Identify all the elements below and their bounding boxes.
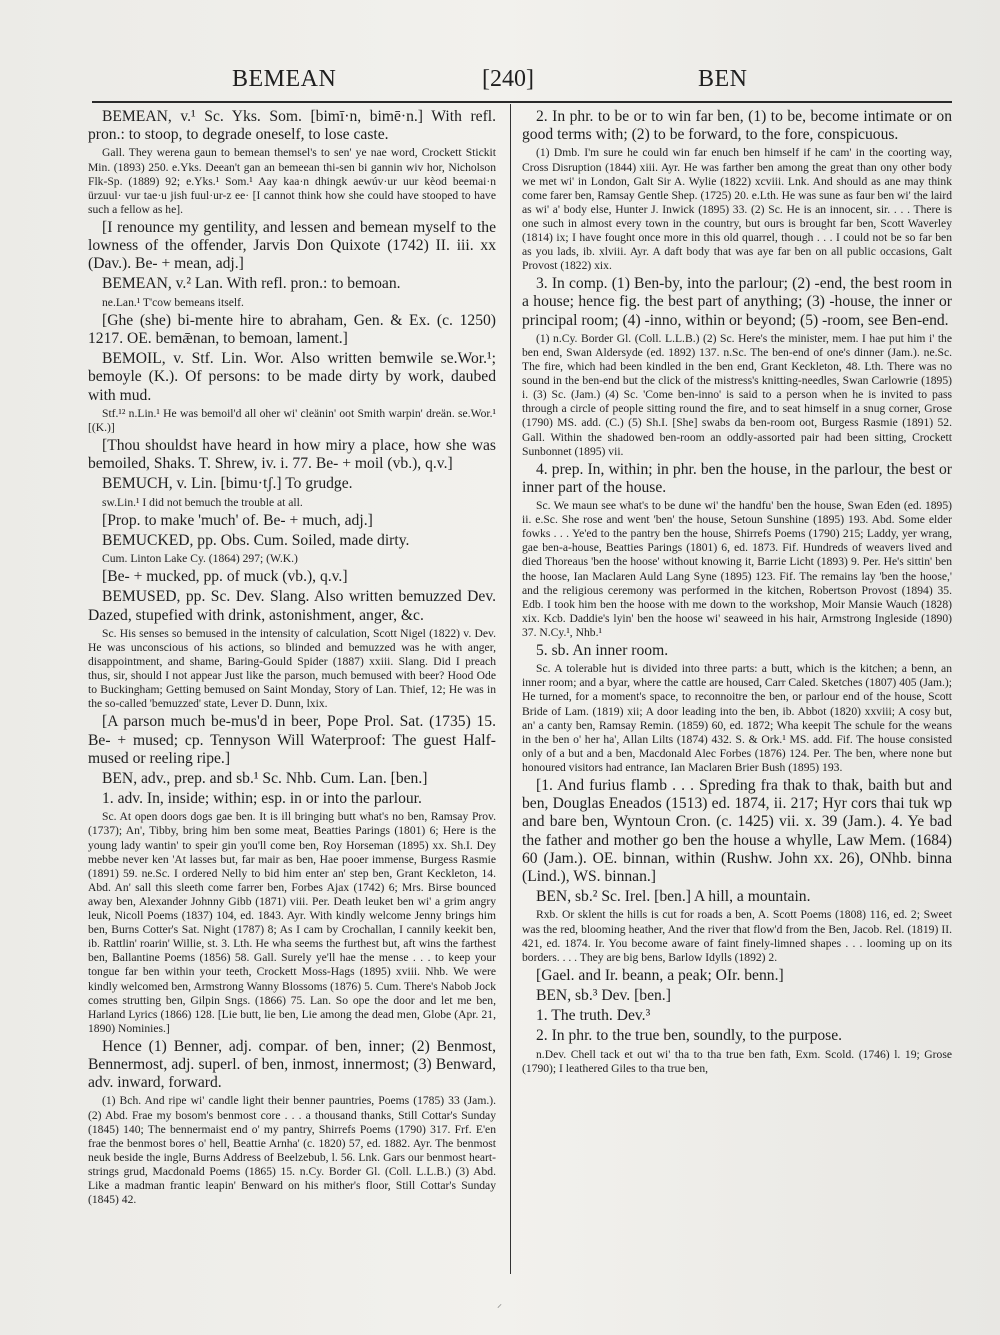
- quotation-block: (1) Bch. And ripe wi' candle light their benner pauntries, Poems (1785) 33 (Jam.). (2) Abd. Frae my bosom's benmost core . . . a thousand thanks, Still Cottar's Sunday (1845) 140; The bennermaist end o' my pantry, Shirrefs Poems (1790) 317. Frf. E'en frae the benmost bores o' hell, Beattie Arnha' (c. 1820) 57, ed. 1882. Ayr. The benmost neuk beside the ingle, Burns Address of Beelzebub, l. 56. Lnk. Gars our benmost heart-strings grud, Macdonald Poems (1865) 15. n.Cy. Border Gl. (Coll. L.L.B.) (3) Abd. Like a madman frantic leapin' Benward on his mither's floor, Still Cottar's Sunday (1845) 42.: [88, 1094, 496, 1207]
- quotation-block: Sc. His senses so bemused in the intensity of calculation, Scott Nigel (1822) v. Dev. He was unconscious of his actions, so blinded and bemuzzed was he with anger, disappointment, and shame, Baring-Gould Spider (1887) xxiii. Slang. Did I preach thus, sir, should I not appear Just like the parson, much bemused with beer? Hood Ode to Buckingham; Getting bemused on Saint Monday, Story of Lan. Thief, 12; He was in the so-called 'bemuzzed' state, Lever D. Dunn, lxix.: [88, 626, 496, 711]
- quotation-block: Cum. Linton Lake Cy. (1864) 297; (W.K.): [102, 552, 298, 566]
- dictionary-entry: BEMEAN, v.² Lan. With refl. pron.: to bemoan.: [102, 275, 401, 293]
- quotation-block: Gall. They werena gaun to bemean themsel's to sen' ye nae word, Crockett Stickit Min. (1893) 250. e.Yks. Deean't gan an bemeean thi-sen bi gannin wiv hor, Nicholson Flk-Sp. (1889) 92; e.Yks.¹ Som.¹ Aay kaa·n dhingk aewúv·ur uur kèod beemai·n ürzuul· vur tae·u jish fuul·ur-z ee· [I cannot think how she could have stooped to have such a fellow as he].: [88, 146, 496, 216]
- quotation-block: ne.Lan.¹ T'cow bemeans itself.: [102, 295, 244, 309]
- sense-paragraph: 1. The truth. Dev.³: [536, 1007, 651, 1025]
- header-right-headword: BEN: [698, 66, 748, 92]
- sense-paragraph: 5. sb. An inner room.: [536, 642, 669, 660]
- quotation-block: Stf.¹² n.Lin.¹ He was bemoil'd all oher wi' cleänin' oot Smith warpin' dreän. se.Wor.¹ [(K.)]: [88, 406, 496, 434]
- signature-mark: ⸝: [497, 1299, 502, 1310]
- running-header: [0, 66, 1000, 96]
- etymology-note: [I renounce my gentility, and lessen and bemean myself to the lowness of the offender, Jarvis Don Quixote (1742) II. iii. xx (Dav.). Be- + mean, adj.]: [88, 218, 496, 273]
- quotation-block: (1) Dmb. I'm sure he could win far enuch ben himself if he cam' in the coorting way, Cross Disruption (1844) xiii. Ayr. He was farther ben among the great than ony other body we met wi' in London, Galt Sir A. Wylie (1822) xcviii. Lnk. And should as ane may think come farer ben, Ramsay Gentle Shep. (1725) 20. e.Lth. He was sune as faur ben wi' the laird as wi' a' body else, Hunter J. Inwick (1895) 33. (2) Sc. He is an innocent, sir. . . . There is one such in almost every town in the country, but ours is brought far ben, Scott Waverley (1814) ix; I have fought once more in this old quarrel, though . . . I could not be so far ben as you lads, ib. xlviii. Ayr. A daft body that was aye far ben on all public occasions, Galt Provost (1822) xix.: [522, 146, 952, 273]
- dictionary-entry: BEMOIL, v. Stf. Lin. Wor. Also written bemwile se.Wor.¹; bemoyle (K.). Of persons: to be made dirty by work, daubed with mud.: [88, 350, 496, 404]
- dictionary-entry: BEN, sb.² Sc. Irel. [ben.] A hill, a mountain.: [536, 888, 811, 906]
- quotation-block: (1) n.Cy. Border Gl. (Coll. L.L.B.) (2) Sc. Here's the minister, mem. I hae put him i' the ben end, Swan Aldersyde (ed. 1892) 137. n.Sc. The ben-end of one's dinner (Jam.). ne.Sc. The fire, which had been kindled in the ben end, Grant Keckleton, 48. Lth. There was no sound in the ben-end but the click of the mistress's knitting-needles, Swan Carlowrie (1895) i. (3) Sc. (Jam.) (4) Sc. 'Come ben-inno' is said to a person when he is invited to pass through a circle of people sitting round the fire, and to seat himself in a snug corner, Grose (1790) MS. add. (C.) (5) Sh.I. [She] swabs da ben-room oot, Burgess Rasmie (1891) 52. Gall. Within the shadowed ben-room an oddly-assorted pair had been sitting, Crockett Sunbonnet (1895) vii.: [522, 331, 952, 458]
- etymology-note: [Gael. and Ir. beann, a peak; OIr. benn.]: [536, 966, 784, 984]
- dictionary-entry: BEMEAN, v.¹ Sc. Yks. Som. [bimī·n, bimē·n.] With refl. pron.: to stoop, to degrade oneself, to lose caste.: [88, 108, 496, 144]
- dictionary-entry: BEN, sb.³ Dev. [ben.]: [536, 987, 671, 1004]
- sense-paragraph: 4. prep. In, within; in phr. ben the house, in the parlour, the best or inner part of the house.: [522, 460, 952, 496]
- column-divider: [510, 104, 511, 1274]
- etymology-note: [Prop. to make 'much' of. Be- + much, adj.]: [102, 511, 373, 529]
- header-rule: [92, 101, 952, 103]
- header-left-headword: BEMEAN: [232, 66, 337, 92]
- quotation-block: n.Dev. Chell tack et out wi' tha to tha true ben fath, Exm. Scold. (1746) l. 19; Grose (1790); I leathered Giles to tha true ben,: [522, 1047, 952, 1075]
- right-column: [522, 108, 952, 1268]
- dictionary-entry: BEN, adv., prep. and sb.¹ Sc. Nhb. Cum. Lan. [ben.]: [102, 769, 428, 787]
- quotation-block: Rxb. Or sklent the hills is cut for roads a ben, A. Scott Poems (1808) 116, ed. 2; Sweet was the red, blooming heather, And the river that flow'd from the Ben, Jacob. Rel. (1819) II. 421, ed. 1874. Ir. You become aware of faint finely-limned shapes . . . looming up on its borders. . . . They are big bens, Barlow Idylls (1892) 2.: [522, 908, 952, 964]
- sense-paragraph: Hence (1) Benner, adj. compar. of ben, inner; (2) Benmost, Bennermost, adj. superl. of ben, inmost, innermost; (3) Benward, adv. inward, forward.: [88, 1037, 496, 1092]
- dictionary-entry: BEMUSED, pp. Sc. Dev. Slang. Also written bemuzzed Dev. Dazed, stupefied with drink, astonishment, anger, &c.: [88, 588, 496, 624]
- dictionary-entry: BEMUCH, v. Lin. [bimu·tʃ.] To grudge.: [102, 475, 353, 493]
- etymology-note: [1. And furius flamb . . . Spreding fra thak to thak, baith but and ben, Douglas Eneados (1513) ed. 1874, ii. 217; Hyr cors thai tuk wp and bare ben, Wyntoun Cron. (c. 1425) vii. x. 39 (Jam.). 4. Ye bad the father and mother go ben the house a whylle, Law Mem. (1684) 60 (Jam.). OE. binnan, within (Rushw. John xx. 26), ONhb. binna (Lind.), WS. binnan.]: [522, 777, 952, 886]
- etymology-note: [Ghe (she) bi-mente hire to abraham, Gen. & Ex. (c. 1250) 1217. OE. bemǣnan, to bemoan, lament.]: [88, 311, 496, 347]
- quotation-block: Sc. We maun see what's to be dune wi' the handfu' ben the house, Swan Eden (ed. 1895) ii. e.Sc. She rose and went 'ben' the house, Setoun Sunshine (1895) 193. Abd. Some elder fowks . . . Ye'ed to the pantry ben the house, Shirrefs Poems (1790) 215; Laddy, yer wrang, gae ben-a-house, Beatties Parings (1801) 6, ed. 1873. Fif. Hundreds of weavers lived and died Thoreaus 'ben the hoose' without knowing it, Barrie Licht (1893) 9. Per. He's sittin' ben the hoose, Ian Maclaren Auld Lang Syne (1895) 123. Fif. The remains lay 'ben the hoose,' and the religious ceremony was performed in the kitchen, Robertson Provost (1894) 35. Edb. I took him ben the hoose with me down to the workshop, Moir Mansie Wauch (1828) xix. Kcb. Daddie's lyin' ben the hoose wi' seaweed in his hair, Armstrong Ingleside (1890) 37. N.Cy.¹, Nhb.¹: [522, 499, 952, 639]
- etymology-note: [Be- + mucked, pp. of muck (vb.), q.v.]: [102, 568, 348, 586]
- etymology-note: [A parson much be-mus'd in beer, Pope Prol. Sat. (1735) 15. Be- + mused; cp. Tennyson Will Waterproof: The guest Half-mused or reeling ripe.]: [88, 713, 496, 767]
- quotation-block: sw.Lin.¹ I did not bemuch the trouble at all.: [102, 495, 303, 509]
- etymology-note: [Thou shouldst have heard in how miry a place, how she was bemoiled, Shaks. T. Shrew, iv. i. 77. Be- + moil (vb.), q.v.]: [88, 436, 496, 473]
- sense-paragraph: 2. In phr. to be or to win far ben, (1) to be, become intimate or on good terms with; (2) to be forward, to the fore, conspicuous.: [522, 108, 952, 144]
- quotation-block: Sc. At open doors dogs gae ben. It is ill bringing butt what's no ben, Ramsay Prov. (1737); An', Tibby, bring him ben some meat, Beatties Parings (1801) 6; Here is the young lady wantin' to speir gin you'll come ben, Roy Horseman (1895) xx. Sh.I. Dey mebbe never ken 'At lasses but, far mair as ben, Hae pooer immense, Burgess Rasmie (1891) 59. ne.Sc. I ordered Nelly to bid him enter an' step ben, Grant Keckleton, 14. Abd. An' sall this sleeth come farrer ben, Forbes Ajax (1742) 6; Mrs. Birse bounced away ben, Alexander Johnny Gibb (1871) viii. Per. Death leuket ben wi' a grim angry leuk, Nicoll Poems (1837) 104, ed. 1843. Ayr. With kindly welcome Jenny brings him ben, Burns Cotter's Sat. Night (1787) 8; As I cam by Crochallan, I cannily keekit ben, ib. Rattlin' roarin' Willie, st. 3. Lth. He wha seems the furthest but, aft wins the farthest ben, Ballantine Poems (1856) 58. Gall. Surely ye'll hae the mense . . . to keep your tongue far ben within your teeth, Crockett Moss-Hags (1895) xviii. Nhb. We were kindly welcomed ben, Armstrong Wanny Blossoms (1876) 5. Cum. There's Nabob Jock comes strutting ben, Gilpin Sngs. (1866) 75. Lan. So ope the door and let me ben, Harland Lyrics (1866) 128. [Lie butt, lie ben, Lie among the dead men, Globe (Apr. 21, 1890) Nominies.]: [88, 810, 496, 1035]
- page-number: [240]: [482, 66, 534, 92]
- sense-paragraph: 1. adv. In, inside; within; esp. in or into the parlour.: [102, 790, 422, 808]
- left-column: [88, 108, 496, 1268]
- sense-paragraph: 3. In comp. (1) Ben-by, into the parlour; (2) -end, the best room in a house; hence fig. the best part of anything; (3) -house, the inner or principal room; (4) -inno, within or beyond; (5) -room, see Ben-end.: [522, 275, 952, 329]
- quotation-block: Sc. A tolerable hut is divided into three parts: a butt, which is the kitchen; a benn, an inner room; and a byar, where the cattle are housed, Carr Caled. Sketches (1807) 405 (Jam.); He turned, for a moment's space, to reconnoitre the ben, or parlour end of the house, Scott Bride of Lam. (1819) xii; A door leading into the ben, ib. Abbot (1820) xxviii; A cosy but, an' a canty ben, Ramsay Remin. (1859) 60, ed. 1872; Wha keepit The schule for the weans in the ben o' her ha', Allan Lilts (1874) 432. S. & Ork.¹ MS. add. Fif. The house consisted only of a but and a ben, Macdonald Alec Forbes (1876) 124. Per. The ben, where none but honoured visitors had entrance, Ian Maclaren Brier Bush (1895) 193.: [522, 662, 952, 774]
- dictionary-entry: BEMUCKED, pp. Obs. Cum. Soiled, made dirty.: [102, 531, 410, 549]
- sense-paragraph: 2. In phr. to the true ben, soundly, to the purpose.: [536, 1027, 843, 1045]
